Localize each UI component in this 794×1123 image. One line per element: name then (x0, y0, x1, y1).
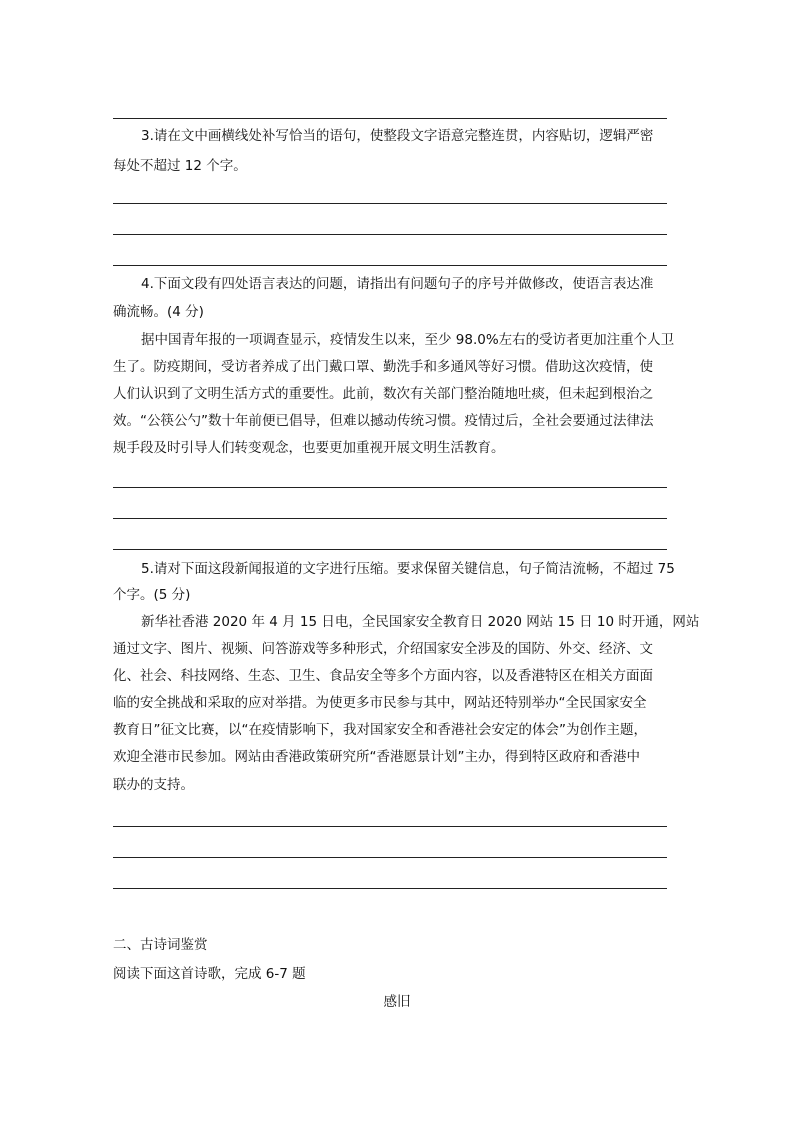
answer-line[interactable] (113, 518, 667, 519)
answer-line[interactable] (113, 234, 667, 235)
q5-passage-line: 教育日”征文比赛，以“在疫情影响下，我对国家安全和香港社会安定的体会”为创作主题， (113, 722, 647, 738)
q5-passage-line: 通过文字、图片、视频、问答游戏等多种形式，介绍国家安全涉及的国防、外交、经济、文 (113, 641, 653, 657)
q5-prompt-line-1: 5.请对下面这段新闻报道的文字进行压缩。要求保留关键信息，句子简洁流畅，不超过 75 (141, 561, 675, 577)
q3-prompt-line-2: 每处不超过 12 个字。 (113, 158, 247, 174)
q4-prompt-line-1: 4.下面文段有四处语言表达的问题，请指出有问题句子的序号并做修改，使语言表达准 (141, 276, 654, 292)
answer-line[interactable] (113, 487, 667, 488)
section-instruction: 阅读下面这首诗歌，完成 6-7 题 (113, 966, 306, 982)
q5-passage-line: 欢迎全港市民参加。网站由香港政策研究所“香港愿景计划”主办，得到特区政府和香港中 (113, 749, 640, 765)
answer-line[interactable] (113, 549, 667, 550)
q4-prompt-line-2: 确流畅。(4 分) (113, 304, 204, 320)
answer-line[interactable] (113, 118, 667, 119)
q5-prompt-line-2: 个字。(5 分) (113, 587, 191, 603)
answer-line[interactable] (113, 888, 667, 889)
q5-passage-line: 化、社会、科技网络、生态、卫生、食品安全等多个方面内容，以及香港特区在相关方面面 (113, 668, 653, 684)
q4-passage-line: 规手段及时引导人们转变观念，也要更加重视开展文明生活教育。 (113, 440, 505, 456)
q4-passage-line: 生了。防疫期间，受访者养成了出门戴口罩、勤洗手和多通风等好习惯。借助这次疫情，使 (113, 359, 653, 375)
q3-prompt-line-1: 3.请在文中画横线处补写恰当的语句，使整段文字语意完整连贯，内容贴切，逻辑严密 (141, 128, 654, 144)
q5-passage-line: 联办的支持。 (113, 777, 194, 793)
poem-title: 感旧 (383, 994, 411, 1010)
q5-passage-line: 新华社香港 2020 年 4 月 15 日电，全民国家安全教育日 2020 网站 15 日 10 时开通，网站 (141, 614, 700, 630)
answer-line[interactable] (113, 857, 667, 858)
q4-passage-line: 据中国青年报的一项调查显示，疫情发生以来，至少 98.0%左右的受访者更加注重个人卫 (141, 332, 675, 348)
q5-passage-line: 临的安全挑战和采取的应对举措。为使更多市民参与其中，网站还特别举办“全民国家安全 (113, 695, 647, 711)
answer-line[interactable] (113, 265, 667, 266)
section-heading: 二、古诗词鉴赏 (113, 937, 208, 953)
q4-passage-line: 人们认识到了文明生活方式的重要性。此前，数次有关部门整治随地吐痰，但未起到根治之 (113, 386, 653, 402)
answer-line[interactable] (113, 203, 667, 204)
answer-line[interactable] (113, 826, 667, 827)
q4-passage-line: 效。“公筷公勺”数十年前便已倡导，但难以撼动传统习惯。疫情过后，全社会要通过法律法 (113, 413, 654, 429)
